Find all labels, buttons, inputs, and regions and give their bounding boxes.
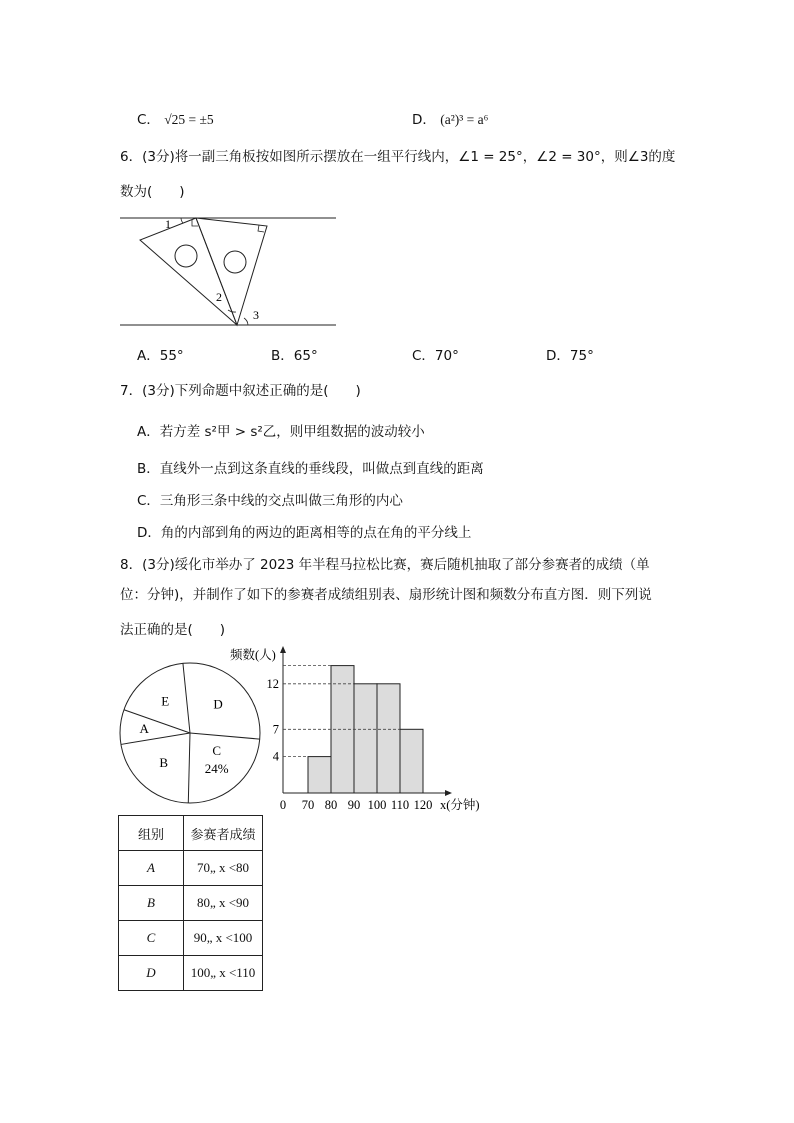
x-tick-label: 80 <box>324 798 338 812</box>
histogram-bar <box>400 729 423 793</box>
table-cell-group: A <box>119 851 184 886</box>
group-table <box>118 815 263 991</box>
angle1-label: 1 <box>165 217 171 231</box>
x-axis-label: x(分钟) <box>440 798 480 812</box>
table-row <box>119 921 263 956</box>
q5-option-d-expr: (a²)³ = a⁶ <box>440 112 489 127</box>
q8-stem-line3: 法正确的是( ) <box>120 622 226 638</box>
table-cell-group: C <box>119 921 184 956</box>
pie-slice-label: C <box>212 742 221 758</box>
q7-option-d: D．角的内部到角的两边的距离相等的点在角的平分线上 <box>137 525 472 541</box>
y-axis-label: 频数(人) <box>230 648 276 662</box>
x-tick-label: 100 <box>367 798 387 812</box>
q7-option-a: A．若方差 s²甲 > s²乙，则甲组数据的波动较小 <box>137 424 425 440</box>
angle3-label: 3 <box>253 308 259 322</box>
histogram-bar <box>308 757 331 793</box>
table-cell-range: 90„ x <100 <box>184 921 263 956</box>
y-axis-arrow <box>280 646 286 653</box>
pie-slice-label: D <box>213 696 223 712</box>
histogram-bar <box>377 684 400 793</box>
q6-stem-line1: 6．(3分)将一副三角板按如图所示摆放在一组平行线内，∠1 = 25°，∠2 = 30°，则∠3的度 <box>120 149 676 165</box>
pie-slice-label: E <box>161 693 170 709</box>
table-cell-range: 70„ x <80 <box>184 851 263 886</box>
q6-option-d: D．75° <box>546 348 594 364</box>
pie-slice-label: A <box>139 720 149 736</box>
q7-stem: 7．(3分)下列命题中叙述正确的是( ) <box>120 383 361 399</box>
table-header: 参赛者成绩 <box>184 816 263 851</box>
table-row <box>119 956 263 991</box>
pie-slice-label: B <box>159 755 169 771</box>
table-cell-group: D <box>119 956 184 991</box>
table-cell-range: 80„ x <90 <box>184 886 263 921</box>
q8-stem-line2: 位：分钟)，并制作了如下的参赛者成绩组别表、扇形统计图和频数分布直方图．则下列说 <box>120 587 652 603</box>
table-row <box>119 851 263 886</box>
q6-option-b: B．65° <box>271 348 318 364</box>
pie-slice-percent: 24% <box>204 760 229 776</box>
q7-option-c: C．三角形三条中线的交点叫做三角形的内心 <box>137 493 403 509</box>
x-tick-label: 70 <box>301 798 315 812</box>
q6-option-c: C．70° <box>412 348 459 364</box>
y-tick-label: 4 <box>272 749 279 764</box>
q6-option-a: A．55° <box>137 348 184 364</box>
x-tick-label: 0 <box>279 798 287 812</box>
x-tick-label: 90 <box>347 798 361 812</box>
q8-stem-line1: 8．(3分)绥化市举办了 2023 年半程马拉松比赛，赛后随机抽取了部分参赛者的成绩（单 <box>120 557 650 573</box>
table-cell-group: B <box>119 886 184 921</box>
x-tick-label: 120 <box>413 798 433 812</box>
table-cell-range: 100„ x <110 <box>184 956 263 991</box>
histogram-bar <box>354 684 377 793</box>
q5-option-d-label: D． <box>412 112 436 128</box>
x-tick-label: 110 <box>390 798 410 812</box>
y-tick-label: 12 <box>266 676 279 691</box>
q5-option-c-label: C． <box>137 112 160 128</box>
q5-option-c-expr: √25 = ±5 <box>164 112 214 127</box>
q6-stem-line2: 数为( ) <box>120 184 185 200</box>
table-header: 组别 <box>119 816 184 851</box>
angle2-label: 2 <box>216 290 222 304</box>
y-tick-label: 7 <box>272 722 279 737</box>
table-row <box>119 886 263 921</box>
q7-option-b: B．直线外一点到这条直线的垂线段，叫做点到直线的距离 <box>137 461 484 477</box>
table-header-row <box>119 816 263 851</box>
x-axis-arrow <box>445 790 452 796</box>
